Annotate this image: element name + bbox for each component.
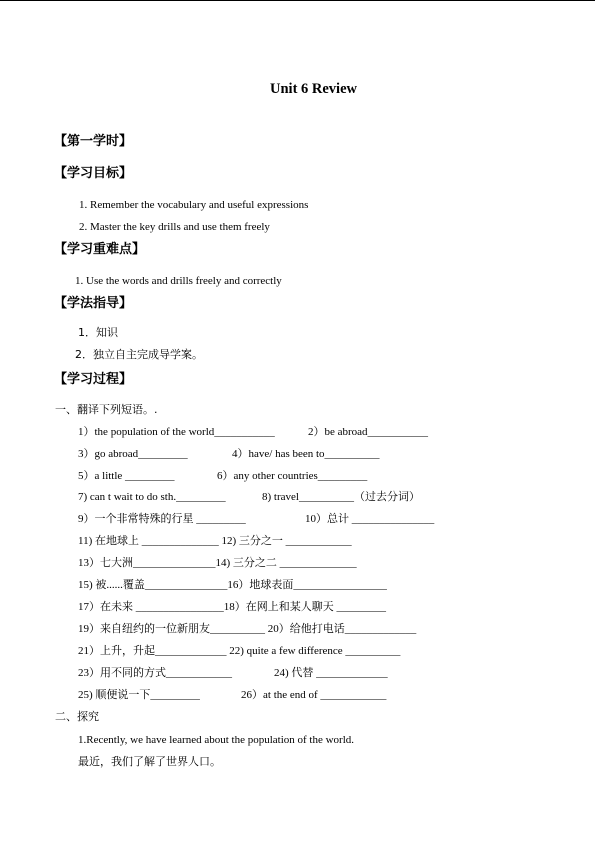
exercise-item: 3）go abroad_________: [78, 448, 188, 460]
exercise-item: 5）a little _________: [78, 470, 175, 482]
objective-item: 1. Remember the vocabulary and useful expressions: [79, 199, 309, 211]
exercise-item: 26）at the end of ____________: [241, 689, 387, 701]
exercise-item: 6）any other countries_________: [217, 470, 368, 482]
heading-learning-objectives: 【学习目标】: [54, 166, 133, 181]
exercise-item: 8) travel__________（过去分词）: [262, 491, 420, 503]
exercise-item: 19）来自纽约的一位新朋友__________ 20）给他打电话_____________: [78, 623, 417, 635]
key-point-item: 1. Use the words and drills freely and correctly: [75, 275, 282, 287]
heading-first-lesson: 【第一学时】: [54, 134, 133, 149]
exercise-item: 2）be abroad___________: [308, 426, 429, 438]
exercise-item: 17）在未来 ________________18）在网上和某人聊天 _________: [78, 601, 386, 613]
method-item: 2．独立自主完成导学案。: [75, 348, 203, 361]
exercise-item: 1）the population of the world___________: [78, 426, 275, 438]
exercise-item: 9）一个非常特殊的行星 _________: [78, 513, 246, 525]
explore-translation: 最近，我们了解了世界人口。: [78, 755, 221, 768]
exercise-item: 21）上升，升起_____________ 22) quite a few difference __________: [78, 645, 401, 657]
section-translate-title: 一、翻译下列短语。.: [55, 403, 158, 416]
exercise-item: 25) 顺便说一下_________: [78, 689, 200, 701]
heading-learning-process: 【学习过程】: [54, 372, 133, 387]
objective-item: 2. Master the key drills and use them freely: [79, 221, 270, 233]
exercise-item: 11) 在地球上 ______________ 12) 三分之一 ____________: [78, 535, 352, 547]
exercise-item: 13）七大洲_______________14) 三分之二 ______________: [78, 557, 357, 569]
section-explore-title: 二、探究: [55, 710, 99, 723]
heading-key-points: 【学习重难点】: [54, 242, 146, 257]
exercise-item: 23）用不同的方式____________: [78, 667, 232, 679]
page-top-rule: [0, 0, 595, 1]
exercise-item: 7) can t wait to do sth._________: [78, 491, 226, 503]
page-title: Unit 6 Review: [270, 81, 357, 97]
exercise-item: 15) 被......覆盖_______________16）地球表面_________________: [78, 579, 387, 591]
heading-study-method: 【学法指导】: [54, 296, 133, 311]
method-item: 1．知识: [78, 326, 118, 339]
exercise-item: 10）总计 _______________: [305, 513, 435, 525]
exercise-item: 24) 代替 _____________: [274, 667, 388, 679]
explore-sentence: 1.Recently, we have learned about the population of the world.: [78, 734, 355, 746]
exercise-item: 4）have/ has been to__________: [232, 448, 380, 460]
